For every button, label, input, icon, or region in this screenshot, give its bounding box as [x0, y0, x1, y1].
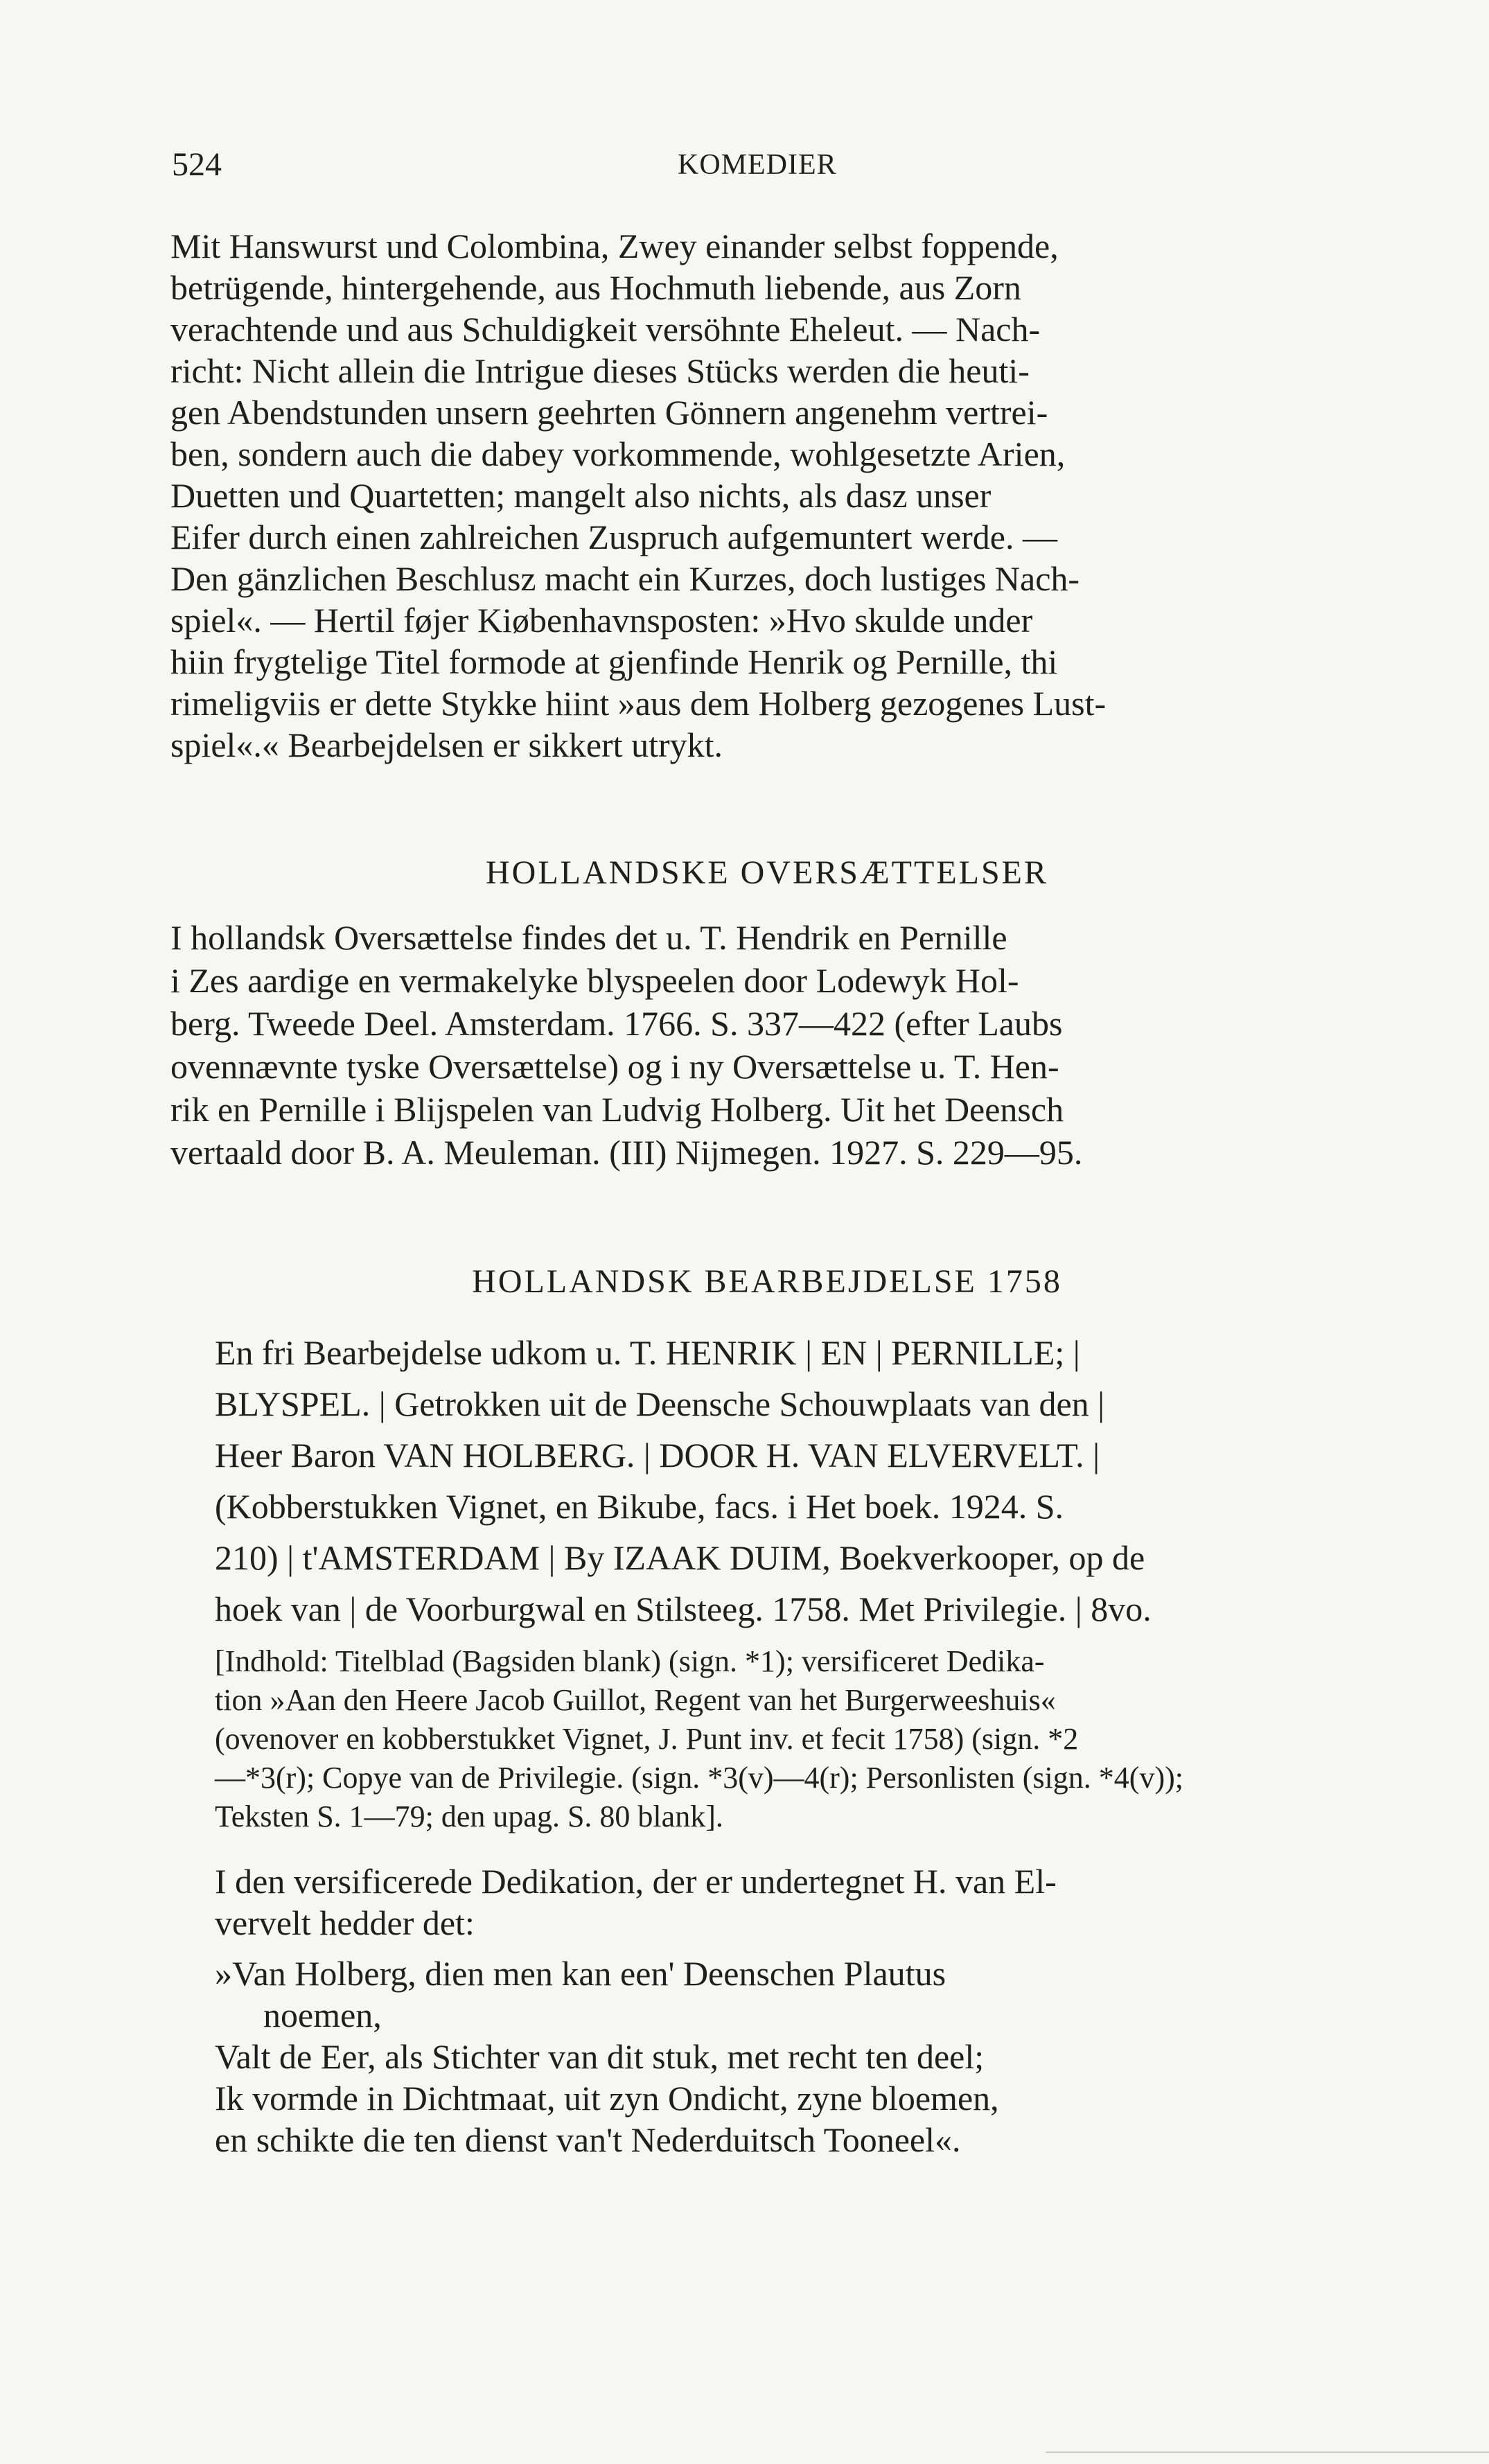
text-line: hiin frygtelige Titel formode at gjenfinde Henrik og Pernille, thi [170, 642, 1058, 681]
verse-line: Ik vormde in Dichtmaat, uit zyn Ondicht, zyne bloemen, [215, 2079, 999, 2118]
text-line: I hollandsk Oversættelse findes det u. T. Hendrik en Pernille [170, 918, 1007, 957]
adaptation-title-paragraph [215, 1327, 1364, 1635]
scan-edge-divider [1046, 2452, 1489, 2453]
verse-line: noemen, [263, 1996, 382, 2034]
intro-paragraph [170, 225, 1364, 766]
text-line: gen Abendstunden unsern geehrten Gönnern angenehm vertrei- [170, 393, 1048, 432]
title-line: 210) | t'AMSTERDAM | By IZAAK DUIM, Boekverkooper, op de [215, 1538, 1145, 1577]
title-line: BLYSPEL. | Getrokken uit de Deensche Schouwplaats van den | [215, 1384, 1105, 1423]
verse-line: en schikte die ten dienst van't Nederduitsch Tooneel«. [215, 2120, 961, 2159]
dedication-paragraph [215, 1860, 1364, 1944]
contents-note-paragraph [215, 1642, 1364, 1836]
text-line: i Zes aardige en vermakelyke blyspeelen door Lodewyk Hol- [170, 961, 1019, 1000]
text-line: berg. Tweede Deel. Amsterdam. 1766. S. 337—422 (efter Laubs [170, 1004, 1063, 1043]
running-head [172, 146, 1364, 187]
dedication-verse [215, 1953, 999, 2161]
text-line: spiel«. — Hertil føjer Kiøbenhavnsposten: »Hvo skulde under [170, 601, 1033, 640]
text-line: vervelt hedder det: [215, 1903, 475, 1942]
contents-line: Teksten S. 1—79; den upag. S. 80 blank]. [215, 1799, 723, 1833]
text-line: betrügende, hintergehende, aus Hochmuth liebende, aus Zorn [170, 268, 1021, 307]
text-line: ben, sondern auch die dabey vorkommende, wohlgesetzte Arien, [170, 434, 1066, 473]
text-line: rimeligviis er dette Stykke hiint »aus dem Holberg gezogenes Lust- [170, 684, 1107, 723]
running-title: KOMEDIER [678, 149, 837, 181]
verse-line: Valt de Eer, als Stichter van dit stuk, met recht ten deel; [215, 2037, 985, 2076]
text-line: Mit Hanswurst und Colombina, Zwey einander selbst foppende, [170, 227, 1059, 265]
text-line: Den gänzlichen Beschlusz macht ein Kurzes, doch lustiges Nach- [170, 559, 1080, 598]
title-line: Heer Baron VAN HOLBERG. | DOOR H. VAN ELVERVELT. | [215, 1436, 1100, 1475]
title-line: (Kobberstukken Vignet, en Bikube, facs. i Het boek. 1924. S. [215, 1487, 1064, 1526]
text-line: spiel«.« Bearbejdelsen er sikkert utrykt. [170, 725, 723, 764]
contents-line: tion »Aan den Heere Jacob Guillot, Regent van het Burgerweeshuis« [215, 1683, 1056, 1717]
text-line: I den versificerede Dedikation, der er undertegnet H. van El- [215, 1862, 1057, 1901]
verse-line: »Van Holberg, dien men kan een' Deenschen Plautus [215, 1954, 946, 1993]
text-line: verachtende und aus Schuldigkeit versöhnte Eheleut. — Nach- [170, 310, 1041, 349]
section-heading-translations: HOLLANDSKE OVERSÆTTELSER [486, 854, 1048, 891]
contents-line: —*3(r); Copye van de Privilegie. (sign. *3(v)—4(r); Personlisten (sign. *4(v)); [215, 1761, 1183, 1795]
text-line: ovennævnte tyske Oversættelse) og i ny Oversættelse u. T. Hen- [170, 1047, 1059, 1086]
text-line: rik en Pernille i Blijspelen van Ludvig Holberg. Uit het Deensch [170, 1090, 1064, 1129]
text-line: Duetten und Quartetten; mangelt also nichts, als dasz unser [170, 476, 992, 515]
translations-paragraph [170, 916, 1364, 1174]
text-line: vertaald door B. A. Meuleman. (III) Nijmegen. 1927. S. 229—95. [170, 1133, 1083, 1172]
text-line: Eifer durch einen zahlreichen Zuspruch aufgemuntert werde. — [170, 518, 1057, 556]
title-line: En fri Bearbejdelse udkom u. T. HENRIK | EN | PERNILLE; | [215, 1333, 1080, 1372]
text-line: richt: Nicht allein die Intrigue dieses Stücks werden die heuti- [170, 351, 1030, 390]
contents-line: (ovenover en kobberstukket Vignet, J. Punt inv. et fecit 1758) (sign. *2 [215, 1722, 1079, 1756]
page-number: 524 [172, 146, 222, 183]
section-heading-adaptation: HOLLANDSK BEARBEJDELSE 1758 [472, 1263, 1062, 1300]
title-line: hoek van | de Voorburgwal en Stilsteeg. 1758. Met Privilegie. | 8vo. [215, 1590, 1152, 1628]
contents-line: [Indhold: Titelblad (Bagsiden blank) (sign. *1); versificeret Dedika- [215, 1644, 1045, 1678]
